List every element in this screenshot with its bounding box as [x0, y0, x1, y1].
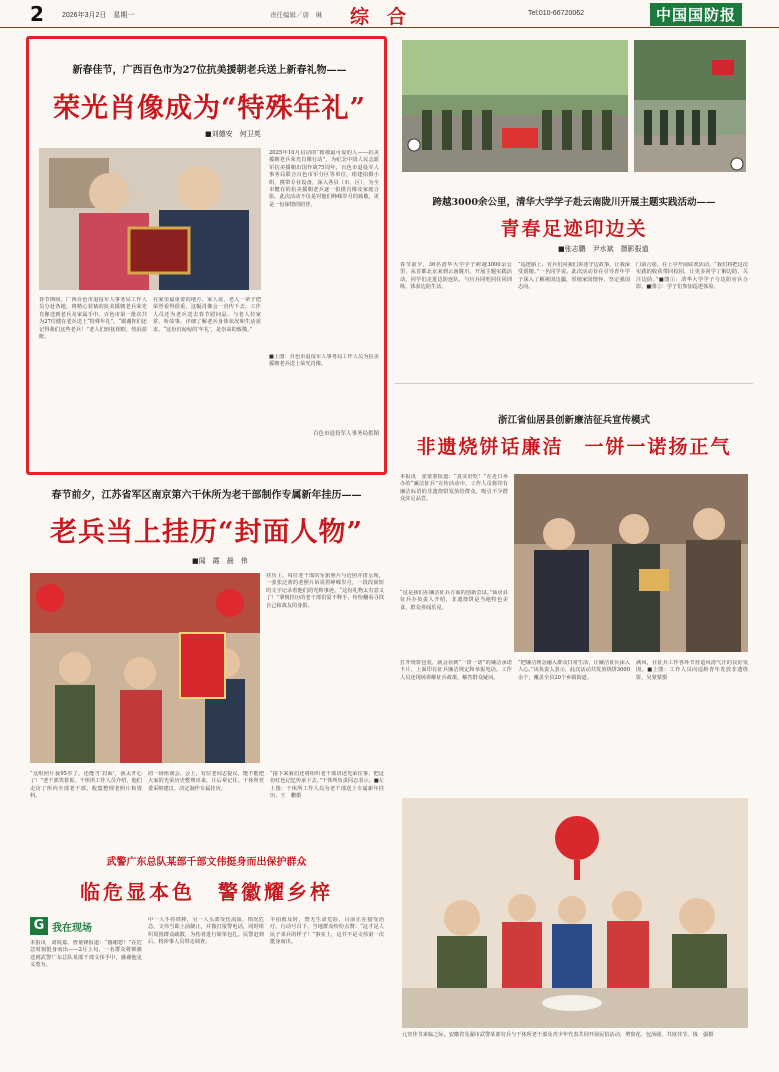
- story-body-col: 2025年10月启动的“致敬最可爱的人——抗美援朝老兵荣光肖像行动”，为纪念中国人民志愿军抗美援朝出国作战75周年，百色市退役军人事务局联合百色市军分区等单位，组建拍摄小组，携带专业设备，深入各县（市、区），为全市健在的抗美援朝老兵逐一拍摄肖像及家庭合影。此次活动不仅是对他们峥嵘岁月的致敬，更是一份深情的陪伴。: [269, 150, 379, 208]
- story-headline: 老兵当上挂历“封面人物”: [49, 517, 364, 548]
- story-body-col: 满风，在征兵工作各环节营造风清气正的良好氛围。■上图：工作人员向适龄青年发放非遗烧饼。吴蒙蒙摄: [636, 660, 748, 681]
- story-kicker: 新春佳节，广西百色市为27位抗美援朝老兵送上新春礼物——: [72, 65, 347, 76]
- story-portrait-gift: [26, 36, 387, 475]
- story-headline: 临危显本色 警徽耀乡梓: [80, 880, 333, 904]
- page-number: 2: [30, 2, 44, 26]
- story-body-col: 的一场座谈会。会上，有位老同志提议，能不能把大家的光荣历史整理出来，让后辈记住。干休所党委采纳建议，决定制作专属挂历。: [148, 771, 264, 792]
- photo-note: ■上图：百色市退役军人事务局工作人员为抗美援朝老兵送上荣光肖像。: [269, 354, 379, 368]
- story-body-col: 春节期间，广西百色市退役军人事务局工作人员分赴各地，将精心装裱的抗美援朝老兵荣光肖像送到老兵及家属手中。百色市第一批次共为27位健在老兵送上“特殊年礼”。“谢谢你们还记得我们这些老兵！”老人们轻抚相框，热泪盈眶。: [39, 297, 147, 341]
- badge-label: 我在现场: [52, 923, 92, 934]
- newspaper-logo: 中国国防报: [650, 3, 742, 26]
- photo-caption: 元宵佳节来临之际，安徽省芜湖市武警某部官兵与干休所老干部及青少年代表共同开展民俗活动，剪窗花、包汤圆，共度佳节。钱 强摄: [402, 1032, 714, 1038]
- story-body-col: “巡逻路上，官兵们向我们讲述守边故事，让我深受震撼。”一名同学说。此次活动旨在引导青年学子深入了解祖国边疆，厚植家国情怀，坚定强国志向。: [518, 262, 630, 291]
- border-visit-photo-1: [402, 40, 628, 172]
- lantern-festival-photo: [402, 798, 748, 1028]
- story-kicker: 跨越3000余公里，清华大学学子赴云南陇川开展主题实践活动——: [432, 197, 716, 208]
- story-body-col: “这组照片我95岁了，还能当‘封面’，我太开心了！”老干部笑着说。干休所工作人员介绍，他们走访了所内全部老干部，收集整理老照片和资料。: [30, 771, 142, 800]
- story-body-col: “接下来我们还将组织老干部讲述光荣往事，把这份红色记忆传承下去。”干休所负责同志表示。■左上图：干休所工作人员为老干部送上专属新年挂历。王 鹏摄: [270, 771, 384, 800]
- story-body-col: “这是我们在廉洁征兵方面的创新尝试。”仙居县征兵办负责人介绍，非遗烧饼是当地特色美食，群众喜闻乐见。: [400, 590, 508, 611]
- story-body-col: 本报讯 张蒙蒙报道：“真实好吃！”在近日举办的“廉洁征兵”宣传活动中，工作人员将印有廉洁标语的非遗烧饼发放给群众，吸引不少群众驻足品尝。: [400, 474, 508, 503]
- on-the-scene-badge: [30, 917, 118, 935]
- story-body-col: “把廉洁理念融入群众日常生活，让廉洁征兵深入人心。”该负责人表示，此次活动共发放烧饼3000余个，覆盖全县20个乡镇街道。: [518, 660, 630, 681]
- story-byline: ■闻 霞 晨 伟: [192, 557, 248, 565]
- story-kicker: 春节前夕，江苏省军区南京第六干休所为老干部制作专属新年挂历——: [51, 490, 362, 501]
- pancake-event-photo: [514, 474, 748, 652]
- editor-credit: 责任编辑／唐 琳: [270, 12, 322, 19]
- badge-icon: G: [30, 917, 48, 935]
- story-body-col: 春节前夕，36名清华大学学子跨越3000余公里，从首都北京来到云南陇川，开展主题实践活动。同学们走进边防连队，与官兵同吃同住同训练，体验边防生活。: [400, 262, 512, 291]
- story-body-col: 半拍救及时，赞无生命危险，目前正在接受治疗。行动号召下，当地群众纷纷点赞：“这才是人民子弟兵的样子！”事实上，这并不是文伟第一次挺身而出。: [270, 917, 384, 946]
- border-visit-photo-2: [634, 40, 746, 172]
- story-headline: 青春足迹印边关: [500, 218, 648, 240]
- story-byline: ■张志鹏 尹水斌 摄影报道: [558, 245, 649, 253]
- story-kicker: 浙江省仙居县创新廉洁征兵宣传模式: [497, 415, 650, 426]
- story-byline: ■刘德安 何卫英: [205, 130, 261, 138]
- page-header: [0, 0, 779, 28]
- photo-credit: 百色市退役军人事务局供图: [312, 431, 379, 437]
- story-kicker: 武警广东总队某部千部文伟挺身而出保护群众: [106, 857, 307, 868]
- story-body-col: 挂历上，每位老干部的军旅照片与近照并排呈现，一张张泛黄的老照片诉说着峥嵘岁月，一段段简短的文字记录着他们的光辉事迹。“这份礼物太有意义了！”拿到挂历的老干部们爱不释手，纷纷翻看寻找自己和战友的身影。: [266, 573, 384, 609]
- story-body-col: 在家里最重要的地方。家人说，老人一辈子把荣誉看得很重，这幅肖像会一直传下去。工作人员还为老兵送去春节慰问品，与老人拉家常、听故事，详细了解老兵身体状况和生活需求。“这份沉甸甸的‘年礼’，是崇高的致敬。”: [153, 297, 261, 333]
- story-body-col: 打开烧饼包装，就会看到“一饼一诺”的廉洁承诺卡片，上面印有征兵廉洁规定和举报电话。工作人员还现场讲解征兵政策，解答群众疑问。: [400, 660, 512, 681]
- section-title: 综合: [350, 6, 425, 28]
- story-body-col: 门前合影，在上亭开展联欢活动。“我们将把这次实践的收获带回校园，让更多同学了解边防、关注边防。”■图①：清华大学学子与边防官兵合影。■图②：学子们参加巡逻体验。: [636, 262, 748, 291]
- veteran-portrait-photo: [39, 148, 261, 290]
- phone-number: Tel:010-66720062: [528, 10, 585, 17]
- story-body-col: 本报讯 刘锐嘉、曾童锋报道：“感谢您！”在危急时刻挺身而出——2月上旬，一名群众将锦旗送到武警广东总队某部千部文伟手中，感谢他见义勇为。: [30, 940, 142, 969]
- story-body-col: 中一人手持铁棒，另一人头部受伤流血，情况危急。文伟当即上前制止，并拨打报警电话，同时组织周围群众疏散，为伤者进行简单包扎。民警赶到后，将涉事人员带走调查。: [148, 917, 264, 946]
- issue-date: 2026年3月2日 星期一: [62, 12, 135, 19]
- story-headline: 荣光肖像成为“特殊年礼”: [52, 93, 367, 124]
- story-headline: 非遗烧饼话廉洁 一饼一诺扬正气: [416, 436, 732, 458]
- divider: [395, 383, 753, 384]
- calendar-gift-photo: [30, 573, 260, 763]
